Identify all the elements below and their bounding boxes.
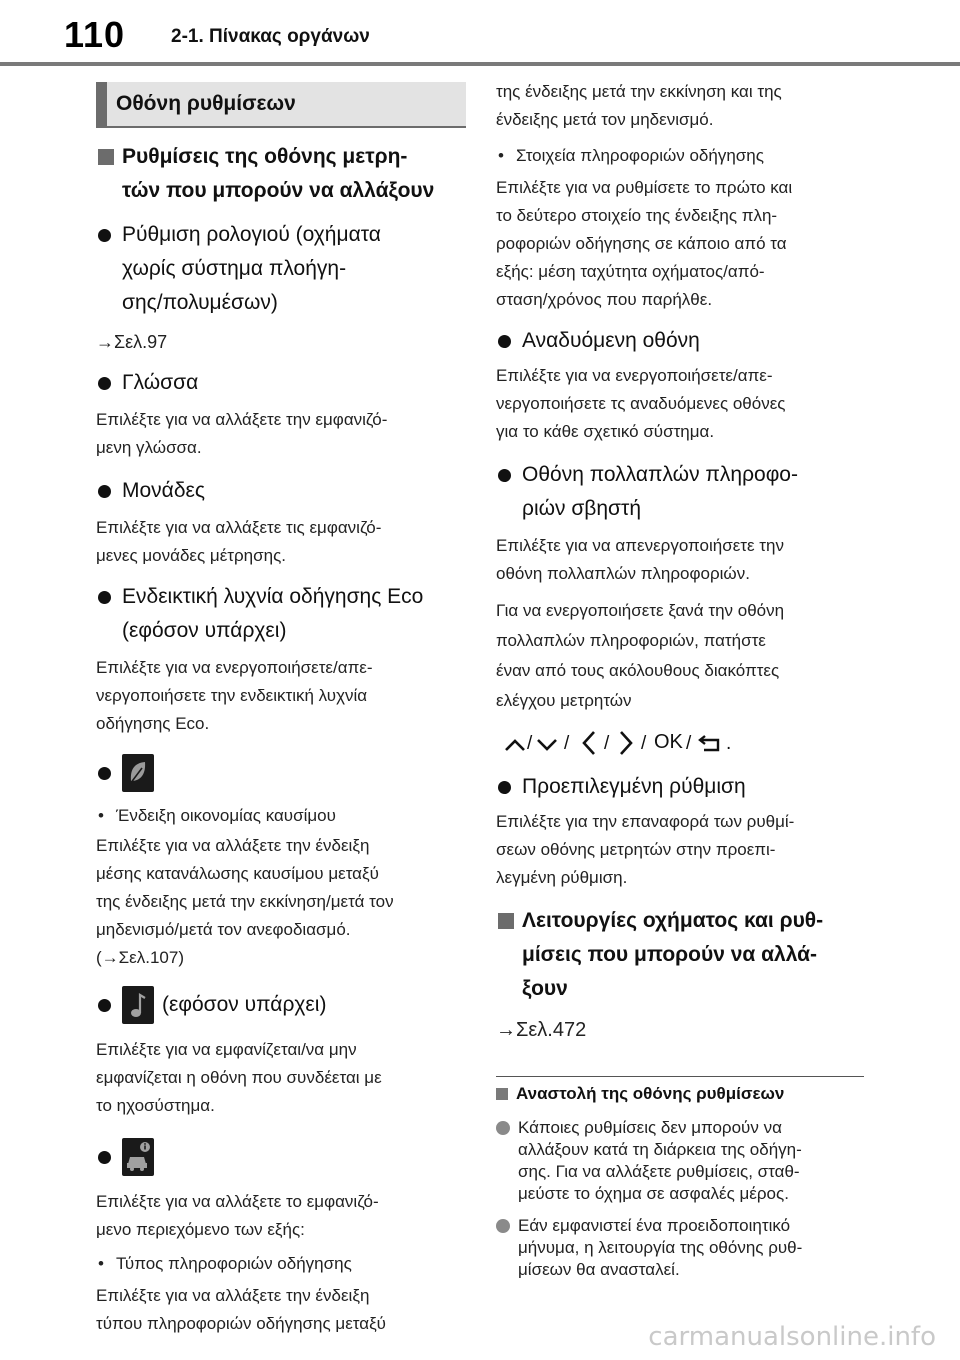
eco-description (96, 654, 466, 738)
language-item (96, 366, 466, 400)
text-line: οδήγησης Eco. (96, 714, 210, 733)
text-line: για το κάθε σχετικό σύστημα. (496, 422, 715, 441)
chapter-title: 2-1. Πίνακας οργάνων (171, 26, 370, 47)
text-line: οθόνη πολλαπλών πληροφοριών. (496, 564, 750, 583)
item-title: (εφόσον υπάρχει) (162, 993, 327, 1016)
bullet-dot (98, 767, 111, 780)
drive-type-description (96, 1282, 466, 1338)
back-icon (696, 734, 722, 754)
item-title: Προεπιλεγμένη ρύθμιση (522, 775, 746, 798)
text-line: μίσεων θα ανασταλεί. (518, 1260, 680, 1279)
item-title: Ρύθμιση ρολογιού (οχήματα (122, 223, 381, 246)
item-title: Οθόνη πολλαπλών πληροφο- (522, 463, 798, 486)
item-title: χωρίς σύστημα πλοήγη- (122, 257, 347, 280)
text-line: μενη γλώσσα. (96, 438, 202, 457)
bullet-dot (498, 781, 511, 794)
bullet-dot (98, 485, 111, 498)
text-line: σεων οθόνης μετρητών στην προεπι- (496, 840, 776, 859)
text-line: εμφανίζεται η οθόνη που συνδέεται με (96, 1068, 382, 1087)
text-line: Επιλέξτε για να αλλάξετε το εμφανιζό- (96, 1192, 379, 1211)
bullet-dot (498, 469, 511, 482)
default-description (496, 808, 864, 892)
text-line: Επιλέξτε για την επαναφορά των ρυθμί- (496, 812, 795, 831)
separator: / (604, 733, 610, 754)
text-line: μενο περιεχόμενο των εξής: (96, 1220, 305, 1239)
eco-leaf-icon (122, 754, 154, 792)
text-line: μήνυμα, η λειτουργία της οθόνης ρυθ- (518, 1238, 803, 1257)
vehicle-functions-heading (496, 904, 864, 1006)
section-title: Οθόνη ρυθμίσεων (96, 82, 466, 128)
square-marker (98, 149, 114, 165)
bullet-dot (98, 591, 111, 604)
chevron-down-icon (536, 738, 558, 752)
text-line: νεργοποιήσετε τς αναδυόμενες οθόνες (496, 394, 786, 413)
heading-line: μίσεις που μπορούν να αλλά- (522, 943, 818, 966)
text-line: αλλάξουν κατά τη διάρκεια της οδήγη- (518, 1140, 802, 1159)
car-info-icon (122, 1138, 154, 1176)
notice-item (496, 1215, 864, 1281)
heading-line: Λειτουργίες οχήματος και ρυθ- (522, 909, 824, 932)
fuel-description (96, 832, 466, 972)
text-line: Επιλέξτε για να ρυθμίσετε το πρώτο και (496, 178, 793, 197)
music-note-icon (122, 986, 154, 1024)
text-line: μηδενισμό/μετά τον ανεφοδιασμό. (96, 920, 351, 939)
fuel-economy-bullet: • Ένδειξη οικονομίας καυσίμου (98, 806, 336, 825)
item-title: Μονάδες (122, 479, 205, 502)
eco-indicator-item (96, 580, 466, 648)
watermark: carmanualsonline.info (648, 1322, 936, 1352)
drive-info-item (96, 1138, 466, 1178)
bullet-text: Τύπος πληροφοριών οδήγησης (116, 1254, 352, 1273)
item-title: ριών σβηστή (522, 497, 641, 520)
text-line: Επιλέξτε για να αλλάξετε την ένδειξη (96, 1286, 370, 1305)
right-column (496, 78, 864, 1281)
text-line: μενες μονάδες μέτρησης. (96, 546, 286, 565)
fuel-economy-item (96, 754, 466, 794)
item-title: Αναδυόμενη οθόνη (522, 329, 700, 352)
reenable-description (496, 596, 864, 716)
multi-info-description (496, 532, 864, 588)
heading-line: ξουν (522, 977, 568, 1000)
default-setting-item (496, 770, 864, 804)
period: . (726, 733, 732, 754)
text-line: της ένδειξης μετά την εκκίνηση και της (496, 82, 782, 101)
text-line: Επιλέξτε για να ενεργοποιήσετε/απε- (96, 658, 373, 677)
text-line: Επιλέξτε για να εμφανίζεται/να μην (96, 1040, 357, 1059)
page-reference: →Σελ.97 (96, 332, 168, 352)
language-description (96, 406, 466, 462)
separator: / (686, 733, 692, 754)
bullet-dot (496, 1219, 510, 1233)
text-line: ροφοριών οδήγησης σε κάποιο από τα (496, 234, 787, 253)
text-line: μέσης κατανάλωσης καυσίμου μεταξύ (96, 864, 379, 883)
heading-line: τών που μπορούν να αλλάξουν (122, 179, 435, 202)
text-line: εξής: μέση ταχύτητα οχήματος/από- (496, 262, 765, 281)
notice-title: Αναστολή της οθόνης ρυθμίσεων (516, 1084, 785, 1103)
text-line: μεύστε το όχημα σε ασφαλές μέρος. (518, 1184, 789, 1203)
bullet-text: Ένδειξη οικονομίας καυσίμου (116, 806, 336, 825)
separator: / (641, 733, 647, 754)
heading-line: Ρυθμίσεις της οθόνης μετρη- (122, 145, 408, 168)
item-title: Ενδεικτική λυχνία οδήγησης Eco (122, 585, 424, 608)
popup-display-item (496, 324, 864, 358)
text-line: Επιλέξτε για να απενεργοποιήσετε την (496, 536, 784, 555)
text-line: Επιλέξτε για να αλλάξετε την ένδειξη (96, 836, 370, 855)
subsection-heading (96, 140, 466, 208)
text-line: λεγμένη ρύθμιση. (496, 868, 628, 887)
bullet-dot (98, 999, 111, 1012)
audio-description (96, 1036, 466, 1120)
chevron-right-icon (619, 730, 633, 756)
drive-info-description (96, 1188, 466, 1244)
meter-control-switches (496, 726, 864, 766)
bullet-dot (496, 1121, 510, 1135)
separator: / (564, 733, 570, 754)
drive-items-description (496, 174, 864, 314)
notice-heading (496, 1081, 864, 1107)
page-number: 110 (64, 14, 126, 55)
item-title: (εφόσον υπάρχει) (122, 619, 287, 642)
clock-setting-item (96, 218, 466, 320)
page-reference: (→Σελ.107) (96, 948, 184, 967)
text-line: Επιλέξτε για να αλλάξετε τις εμφανιζό- (96, 518, 382, 537)
page-header (0, 0, 960, 66)
multi-info-off-item (496, 458, 864, 526)
text-line: Εάν εμφανιστεί ένα προειδοποιητικό (518, 1216, 791, 1235)
text-line: τύπου πληροφοριών οδήγησης μεταξύ (96, 1314, 386, 1333)
header-rule (0, 62, 960, 66)
text-line: Κάποιες ρυθμίσεις δεν μπορούν να (518, 1118, 782, 1137)
bullet-text: Στοιχεία πληροφοριών οδήγησης (516, 146, 764, 165)
square-marker (496, 1088, 508, 1100)
text-line: το δεύτερο στοιχείο της ένδειξης πλη- (496, 206, 778, 225)
chevron-left-icon (582, 730, 596, 756)
square-marker (498, 913, 514, 929)
units-item (96, 474, 466, 508)
bullet-dot (498, 335, 511, 348)
item-title: Γλώσσα (122, 371, 199, 394)
left-column (96, 82, 466, 1338)
text-line: Επιλέξτε για να αλλάξετε την εμφανιζό- (96, 410, 388, 429)
bullet-dot (98, 377, 111, 390)
drive-type-bullet: • Τύπος πληροφοριών οδήγησης (98, 1254, 352, 1273)
text-line: σης. Για να αλλάξετε ρυθμίσεις, σταθ- (518, 1162, 800, 1181)
text-line: Επιλέξτε για να ενεργοποιήσετε/απε- (496, 366, 773, 385)
text-line: πολλαπλών πληροφοριών, πατήστε (496, 631, 766, 650)
text-line: ένδειξης μετά τον μηδενισμό. (496, 110, 714, 129)
separator: / (527, 733, 533, 754)
text-line: το ηχοσύστημα. (96, 1096, 215, 1115)
bullet-dot (98, 1151, 111, 1164)
chevron-up-icon (504, 738, 526, 752)
units-description (96, 514, 466, 570)
bullet-dot (98, 229, 111, 242)
continued-text (496, 78, 864, 134)
notice-item (496, 1117, 864, 1205)
page-reference: →Σελ.472 (496, 1019, 587, 1041)
text-line: σταση/χρόνος που παρήλθε. (496, 290, 713, 309)
popup-description (496, 362, 864, 446)
drive-items-bullet: • Στοιχεία πληροφοριών οδήγησης (498, 146, 764, 165)
item-title: σης/πολυμέσων) (122, 291, 278, 314)
ok-switch-label: OK (654, 731, 683, 753)
audio-item (96, 986, 466, 1026)
text-line: νεργοποιήσετε την ενδεικτική λυχνία (96, 686, 368, 705)
text-line: της ένδειξης μετά την εκκίνηση/μετά τον (96, 892, 394, 911)
text-line: έναν από τους ακόλουθους διακόπτες (496, 661, 780, 680)
text-line: ελέγχου μετρητών (496, 691, 632, 710)
text-line: Για να ενεργοποιήσετε ξανά την οθόνη (496, 601, 785, 620)
